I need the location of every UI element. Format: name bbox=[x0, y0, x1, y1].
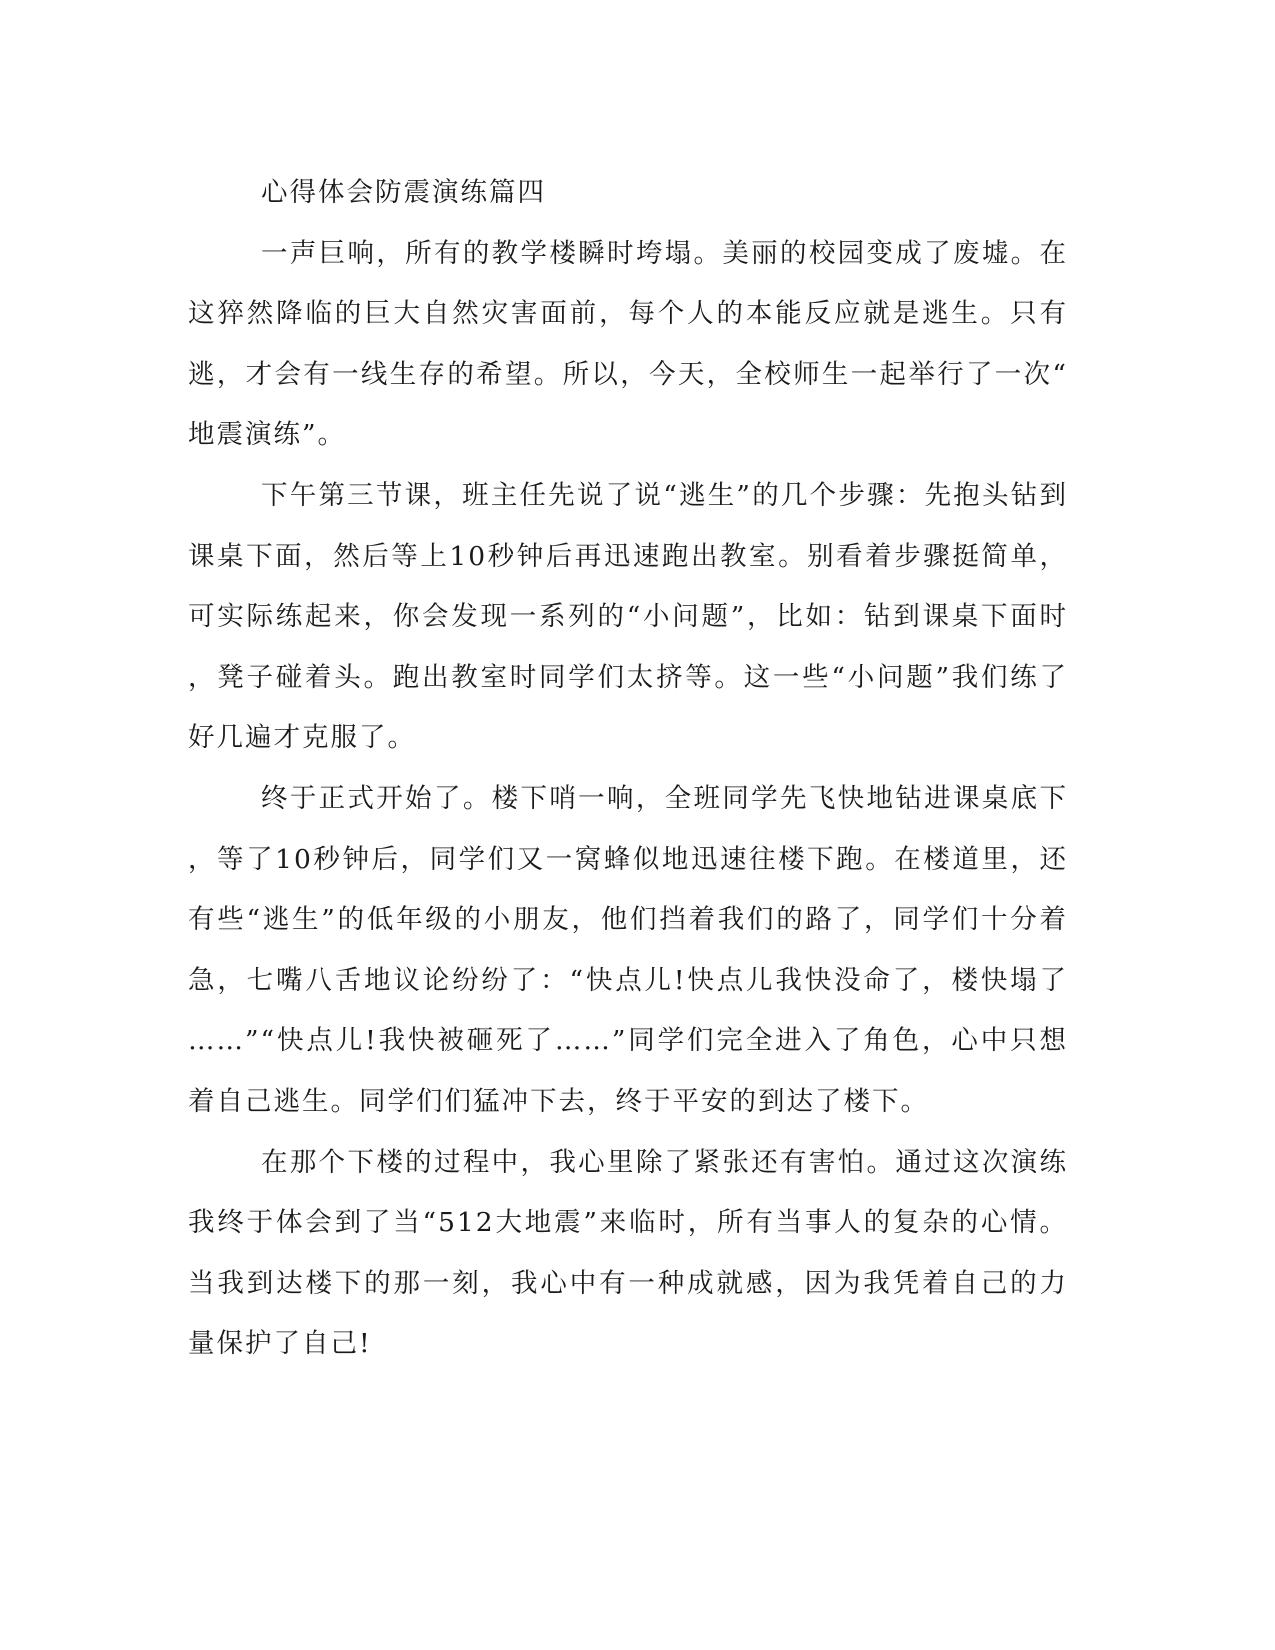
document-body bbox=[188, 163, 1068, 1375]
document-title: 心得体会防震演练篇四 bbox=[261, 177, 546, 208]
paragraph-1: 一声巨响，所有的教学楼瞬时垮塌。美丽的校园变成了废墟。在这猝然降临的巨大自然灾害面前，每个人的本能反应就是逃生。只有逃，才会有一线生存的希望。所以，今天，全校师生一起举行了一次“地震演练”。 bbox=[188, 237, 1068, 451]
paragraph-3: 终于正式开始了。楼下哨一响，全班同学先飞快地钻进课桌底下，等了10秒钟后，同学们又一窝蜂似地迅速往楼下跑。在楼道里，还有些“逃生”的低年级的小朋友，他们挡着我们的路了，同学们十分着急，七嘴八舌地议论纷纷了：“快点儿!快点儿我快没命了，楼快塌了……”“快点儿!我快被砸死了……”同学们完全进入了角色，心中只想着自己逃生。同学们们猛冲下去，终于平安的到达了楼下。 bbox=[188, 782, 1068, 1117]
paragraph-2: 下午第三节课，班主任先说了说“逃生”的几个步骤：先抱头钻到课桌下面，然后等上10秒钟后再迅速跑出教室。别看着步骤挺简单，可实际练起来，你会发现一系列的“小问题”，比如：钻到课桌下面时，凳子碰着头。跑出教室时同学们太挤等。这一些“小问题”我们练了好几遍才克服了。 bbox=[188, 479, 1068, 754]
paragraph-4: 在那个下楼的过程中，我心里除了紧张还有害怕。通过这次演练我终于体会到了当“512大地震”来临时，所有当事人的复杂的心情。当我到达楼下的那一刻，我心中有一种成就感，因为我凭着自己的力量保护了自己! bbox=[188, 1146, 1068, 1360]
